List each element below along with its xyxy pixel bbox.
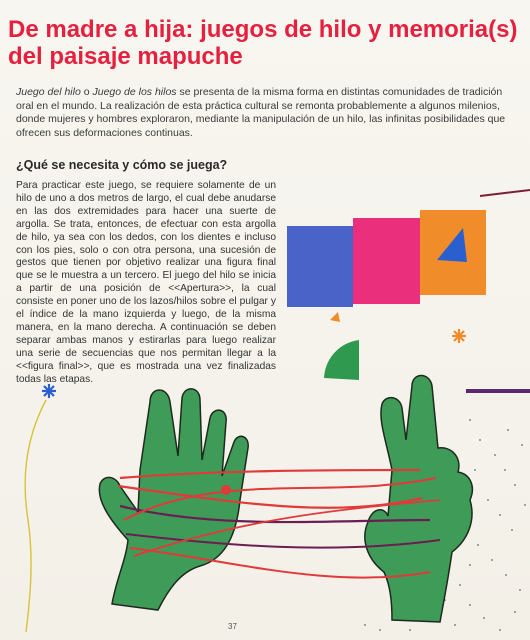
green-quarter-circle (324, 340, 359, 380)
blue-asterisk-icon (42, 384, 56, 398)
string-knot (221, 485, 231, 495)
dark-line (480, 190, 530, 196)
pink-square (353, 218, 420, 304)
yellow-string-curve (25, 400, 46, 632)
page-title: De madre a hija: juegos de hilo y memoria(s) del paisaje mapuche (8, 16, 518, 70)
orange-triangle (330, 312, 340, 322)
purple-bar (466, 389, 530, 393)
blue-rectangle (287, 226, 353, 307)
section-heading: ¿Qué se necesita y cómo se juega? (16, 158, 228, 172)
orange-asterisk-icon (452, 329, 466, 343)
intro-connector: o (80, 86, 93, 98)
page-number: 37 (228, 622, 237, 631)
body-paragraph: Para practicar este juego, se requiere solamente de un hilo de uno a dos metros de largo, el cual debe anudarse en las dos extremidades para hacer una suerte de argolla. Se trata, entonces, de efectuar con esta argolla de hilo, ya sea con los dedos, con los dientes e incluso con los pies, solo o con otra persona, una sucesión de gestos que tienen por objetivo realizar una figura final que se le muestra a un tercero. El juego del hilo se inicia a partir de una posición de <<Apertura>>, la cual consiste en poner uno de los lazos/hilos sobre el pulgar y el índice de la mano izquierda y luego, de la misma manera, en la mano derecha. A continuación se deben separar ambas manos y estirarlas para luego realizar una serie de secuencias que nos permitan llegar a la <<figura final>>, que es mostrada una vez finalizadas todas las etapas. (16, 180, 276, 385)
intro-text: se presenta de la misma forma en distintas comunidades de tradición oral en el mundo. La realización de esta práctica cultural se remonta probablemente a algunos milenios, donde mujeres y hombres exploraron, mediante la manipulación de un hilo, las infinitas posibilidades que ofrecen sus deformaciones continuas. (16, 86, 506, 139)
intro-italic-1: Juego del hilo (16, 86, 81, 98)
intro-italic-2: Juego de los hilos (92, 86, 177, 98)
